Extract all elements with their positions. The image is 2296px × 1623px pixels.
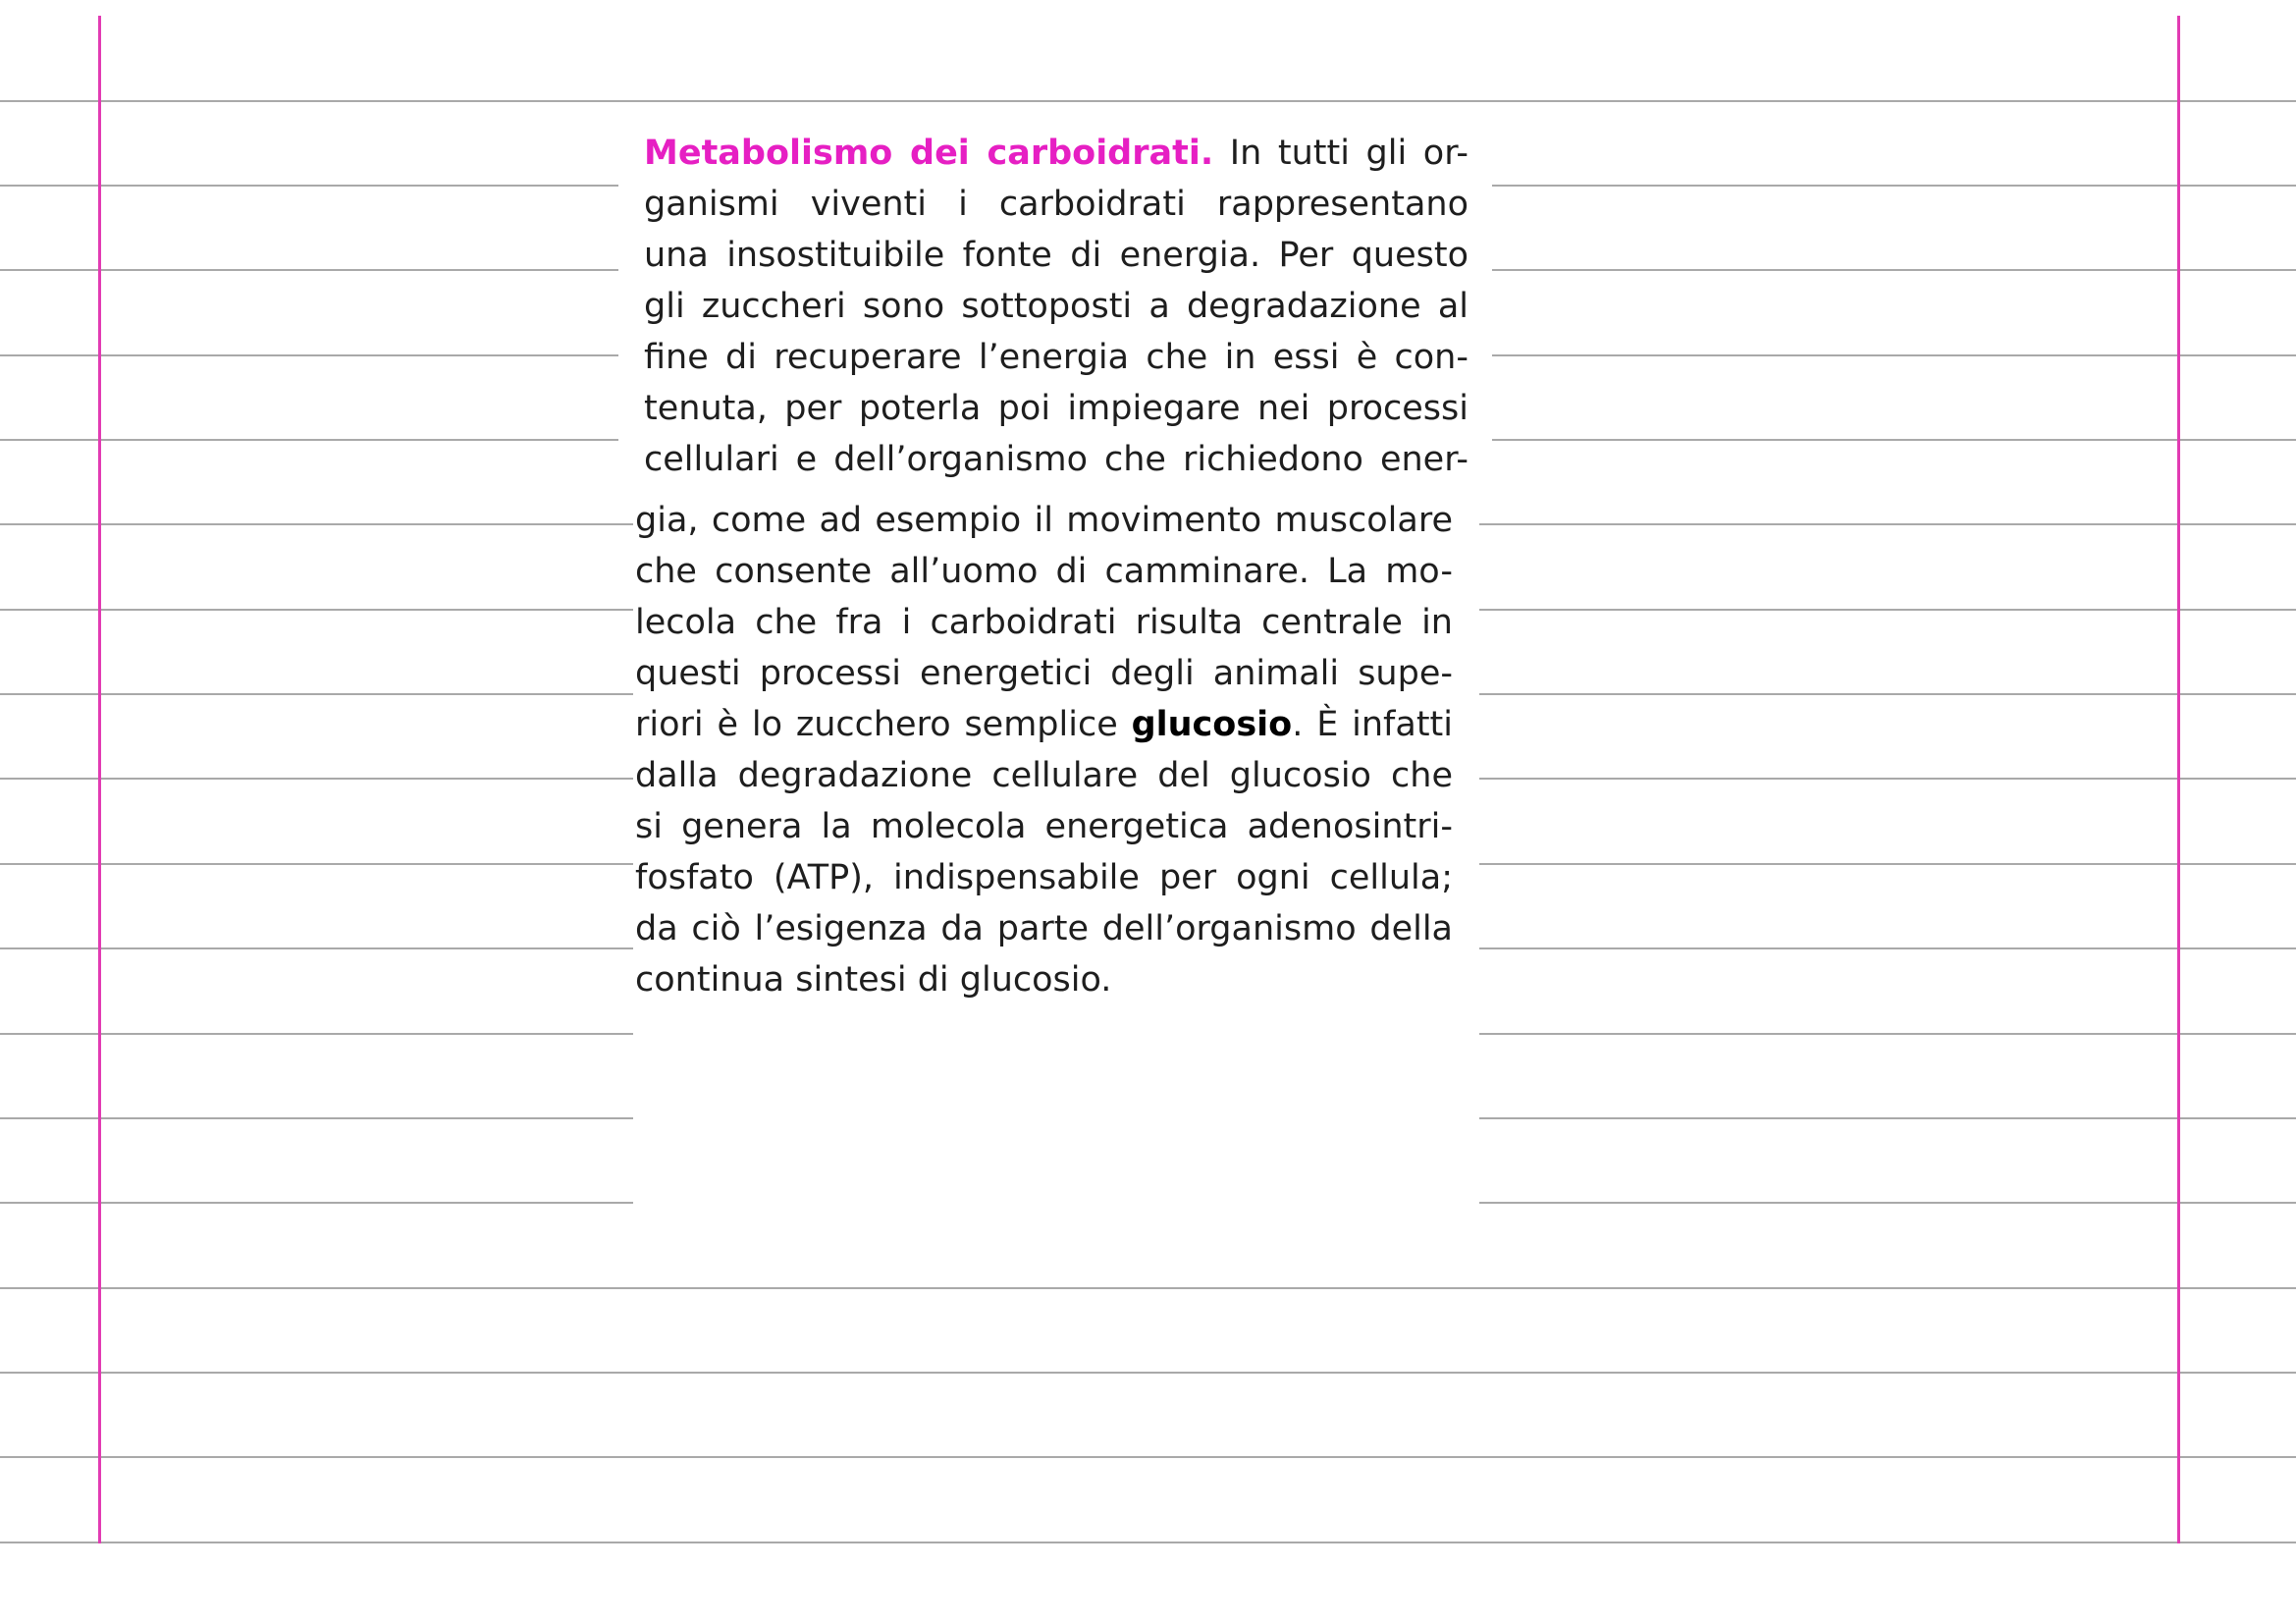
- paragraph-line: questi processi energetici degli animali supe-: [635, 654, 1453, 693]
- paragraph-line: ganismi viventi i carboidrati rappresentano: [644, 185, 1468, 224]
- paragraph-line: fine di recuperare l’energia che in essi è con-: [644, 338, 1468, 377]
- ruled-line: [0, 100, 2296, 102]
- paragraph-line: cellulari e dell’organismo che richiedono ener-: [644, 440, 1468, 479]
- paragraph-line: si genera la molecola energetica adenosintri-: [635, 807, 1453, 846]
- paragraph-line: lecola che fra i carboidrati risulta centrale in: [635, 603, 1453, 642]
- paragraph-text: In tutti gli or-: [1213, 134, 1468, 173]
- paragraph-text: . È infatti: [1292, 705, 1453, 744]
- paragraph-line: gli zuccheri sono sottoposti a degradazione al: [644, 287, 1468, 326]
- paragraph-line: una insostituibile fonte di energia. Per questo: [644, 236, 1468, 275]
- keyword-glucosio: glucosio: [1131, 705, 1293, 744]
- left-margin-line: [98, 16, 101, 1543]
- paragraph-line: tenuta, per poterla poi impiegare nei processi: [644, 389, 1468, 428]
- paragraph-line: continua sintesi di glucosio.: [635, 960, 1112, 1000]
- paragraph-line: gia, come ad esempio il movimento muscolare: [635, 501, 1453, 540]
- ruled-line: [0, 1456, 2296, 1458]
- paragraph-line: [644, 128, 1468, 179]
- paragraph-line: fosfato (ATP), indispensabile per ogni cellula;: [635, 858, 1453, 897]
- paragraph-line: dalla degradazione cellulare del glucosio che: [635, 756, 1453, 795]
- section-heading: Metabolismo dei carboidrati.: [644, 134, 1214, 173]
- ruled-line: [0, 1372, 2296, 1374]
- paragraph-line: che consente all’uomo di camminare. La mo-: [635, 552, 1453, 591]
- paragraph-top: [644, 128, 1468, 485]
- paragraph-text: riori è lo zucchero semplice: [635, 705, 1132, 744]
- ruled-line: [0, 1287, 2296, 1289]
- ruled-line: [0, 1542, 2296, 1543]
- paragraph-line: [635, 699, 1453, 750]
- paragraph-bottom: [635, 495, 1453, 1005]
- right-margin-line: [2177, 16, 2180, 1543]
- paragraph-line: da ciò l’esigenza da parte dell’organismo della: [635, 909, 1453, 948]
